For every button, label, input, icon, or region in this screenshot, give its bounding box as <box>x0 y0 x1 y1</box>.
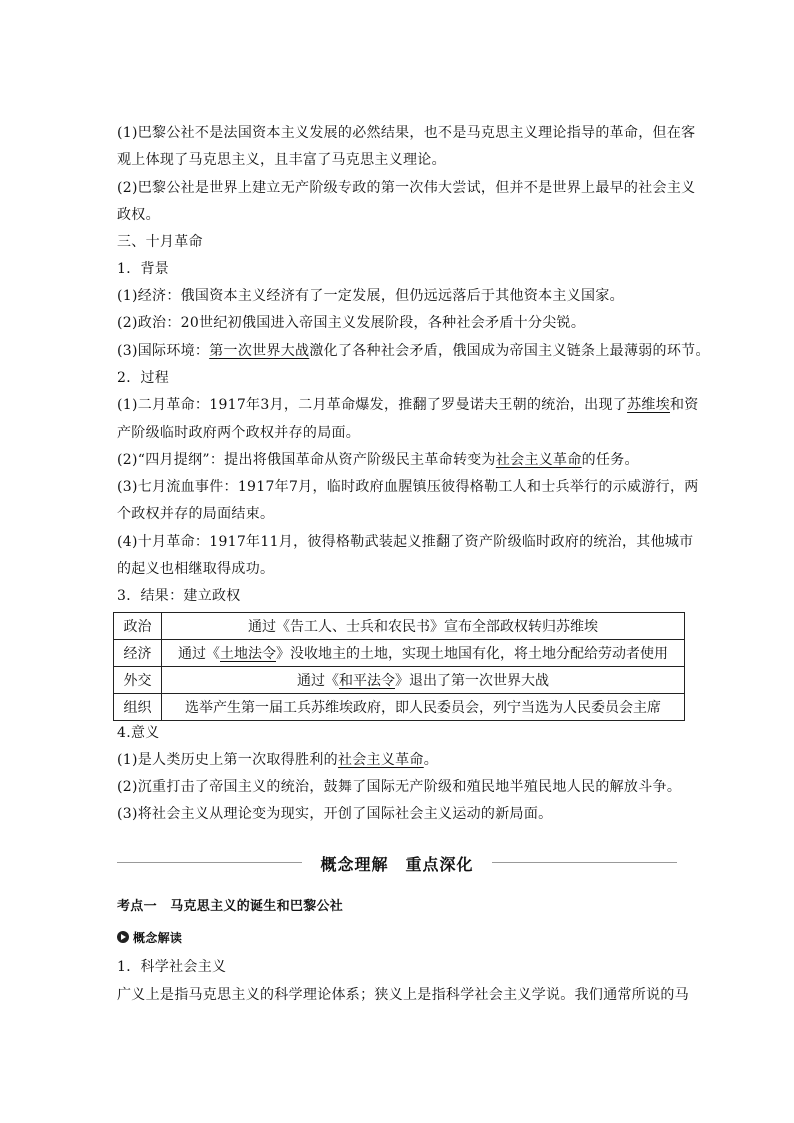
play-icon <box>117 931 129 943</box>
background-politics: (2)政治：20世纪初俄国进入帝国主义发展阶段，各种社会矛盾十分尖锐。 <box>117 315 586 331</box>
sig1-text-b: 。 <box>423 752 439 768</box>
significance-1 <box>117 751 438 769</box>
background-heading: 1．背景 <box>117 261 170 277</box>
value-text: 通过《告工人、士兵和农民书》宣布全部政权转归苏维埃 <box>248 619 598 635</box>
scientific-socialism-heading: 1．科学社会主义 <box>117 959 227 975</box>
row-value <box>162 694 685 721</box>
significance-2: (2)沉重打击了帝国主义的统治，鼓舞了国际无产阶级和殖民地半殖民地人民的解放斗争。 <box>117 779 682 795</box>
background-international <box>117 342 710 360</box>
table-row <box>114 640 685 667</box>
value-text: 通过《 <box>297 673 339 689</box>
term-wwi: 第一次世界大战 <box>209 343 310 359</box>
table-row <box>114 694 685 721</box>
background-economy: (1)经济：俄国资本主义经济有了一定发展，但仍远远落后于其他资本主义国家。 <box>117 288 624 304</box>
process-july-line-1: (3)七月流血事件：1917年7月，临时政府血腥镇压彼得格勒工人和士兵举行的示威游行，两 <box>117 479 699 495</box>
process-february-line-2: 产阶级临时政府两个政权并存的局面。 <box>117 425 361 441</box>
banner-title: 概念理解 重点深化 <box>320 855 474 874</box>
result-table <box>113 612 685 721</box>
term-socialist-revolution: 社会主义革命 <box>495 452 582 468</box>
sig1-text-a: (1)是人类历史上第一次取得胜利的 <box>117 752 338 768</box>
value-text: 》没收地主的土地，实现土地国有化，将土地分配给劳动者使用 <box>276 646 668 662</box>
intl-prefix: (3)国际环境： <box>117 343 210 359</box>
term-soviet: 苏维埃 <box>627 397 670 413</box>
banner-rule-right <box>492 862 677 863</box>
row-value <box>162 667 685 694</box>
feb-text-a: (1)二月革命：1917年3月，二月革命爆发，推翻了罗曼诺夫王朝的统治，出现了 <box>117 397 628 413</box>
term-socialist-revolution-2: 社会主义革命 <box>337 752 424 768</box>
kaodian-title: 考点一 马克思主义的诞生和巴黎公社 <box>117 899 344 914</box>
value-text: 通过《 <box>178 646 220 662</box>
value-text: 》退出了第一次世界大战 <box>395 673 549 689</box>
april-text-b: 的任务。 <box>581 452 639 468</box>
process-october-line-1: (4)十月革命：1917年11月，彼得格勒武装起义推翻了资产阶级临时政府的统治，其他城市 <box>117 534 694 550</box>
feb-text-b: 和资 <box>669 397 699 413</box>
process-heading: 2．过程 <box>117 370 170 386</box>
process-february-line-1 <box>117 396 699 414</box>
row-key: 组织 <box>114 694 162 721</box>
process-october-line-2: 的起义也相继取得成功。 <box>117 561 275 577</box>
value-text: 选举产生第一届工兵苏维埃政府，即人民委员会，列宁当选为人民委员会主席 <box>185 700 661 716</box>
scientific-socialism-text: 广义上是指马克思主义的科学理论体系；狭义上是指科学社会主义学说。我们通常所说的马 <box>117 987 689 1003</box>
table-row <box>114 613 685 640</box>
april-text-a: (2)“四月提纲”：提出将俄国革命从资产阶级民主革命转变为 <box>117 452 496 468</box>
row-key: 外交 <box>114 667 162 694</box>
paris-commune-point-2-line-1: (2)巴黎公社是世界上建立无产阶级专政的第一次伟大尝试，但并不是世界上最早的社会主义 <box>117 180 696 196</box>
significance-3: (3)将社会主义从理论变为现实，开创了国际社会主义运动的新局面。 <box>117 806 553 822</box>
term-peace-decree: 和平法令 <box>339 673 395 689</box>
process-july-line-2: 个政权并存的局面结束。 <box>117 506 275 522</box>
significance-heading: 4.意义 <box>117 725 160 741</box>
paris-commune-point-1-line-2: 观上体现了马克思主义，且丰富了马克思主义理论。 <box>117 152 446 168</box>
table-row <box>114 667 685 694</box>
section-banner <box>117 849 677 877</box>
row-key: 经济 <box>114 640 162 667</box>
section-heading-october: 三、十月革命 <box>117 234 203 250</box>
process-april-theses <box>117 451 639 469</box>
paris-commune-point-2-line-2: 政权。 <box>117 207 160 223</box>
row-value <box>162 640 685 667</box>
result-heading: 3．结果：建立政权 <box>117 588 241 604</box>
concept-tag <box>117 929 182 947</box>
row-value <box>162 613 685 640</box>
concept-tag-label: 概念解读 <box>133 931 183 945</box>
intl-suffix: 激化了各种社会矛盾，俄国成为帝国主义链条上最薄弱的环节。 <box>309 343 710 359</box>
row-key: 政治 <box>114 613 162 640</box>
paris-commune-point-1-line-1: (1)巴黎公社不是法国资本主义发展的必然结果，也不是马克思主义理论指导的革命，但在客 <box>117 125 696 141</box>
term-land-decree: 土地法令 <box>220 646 276 662</box>
